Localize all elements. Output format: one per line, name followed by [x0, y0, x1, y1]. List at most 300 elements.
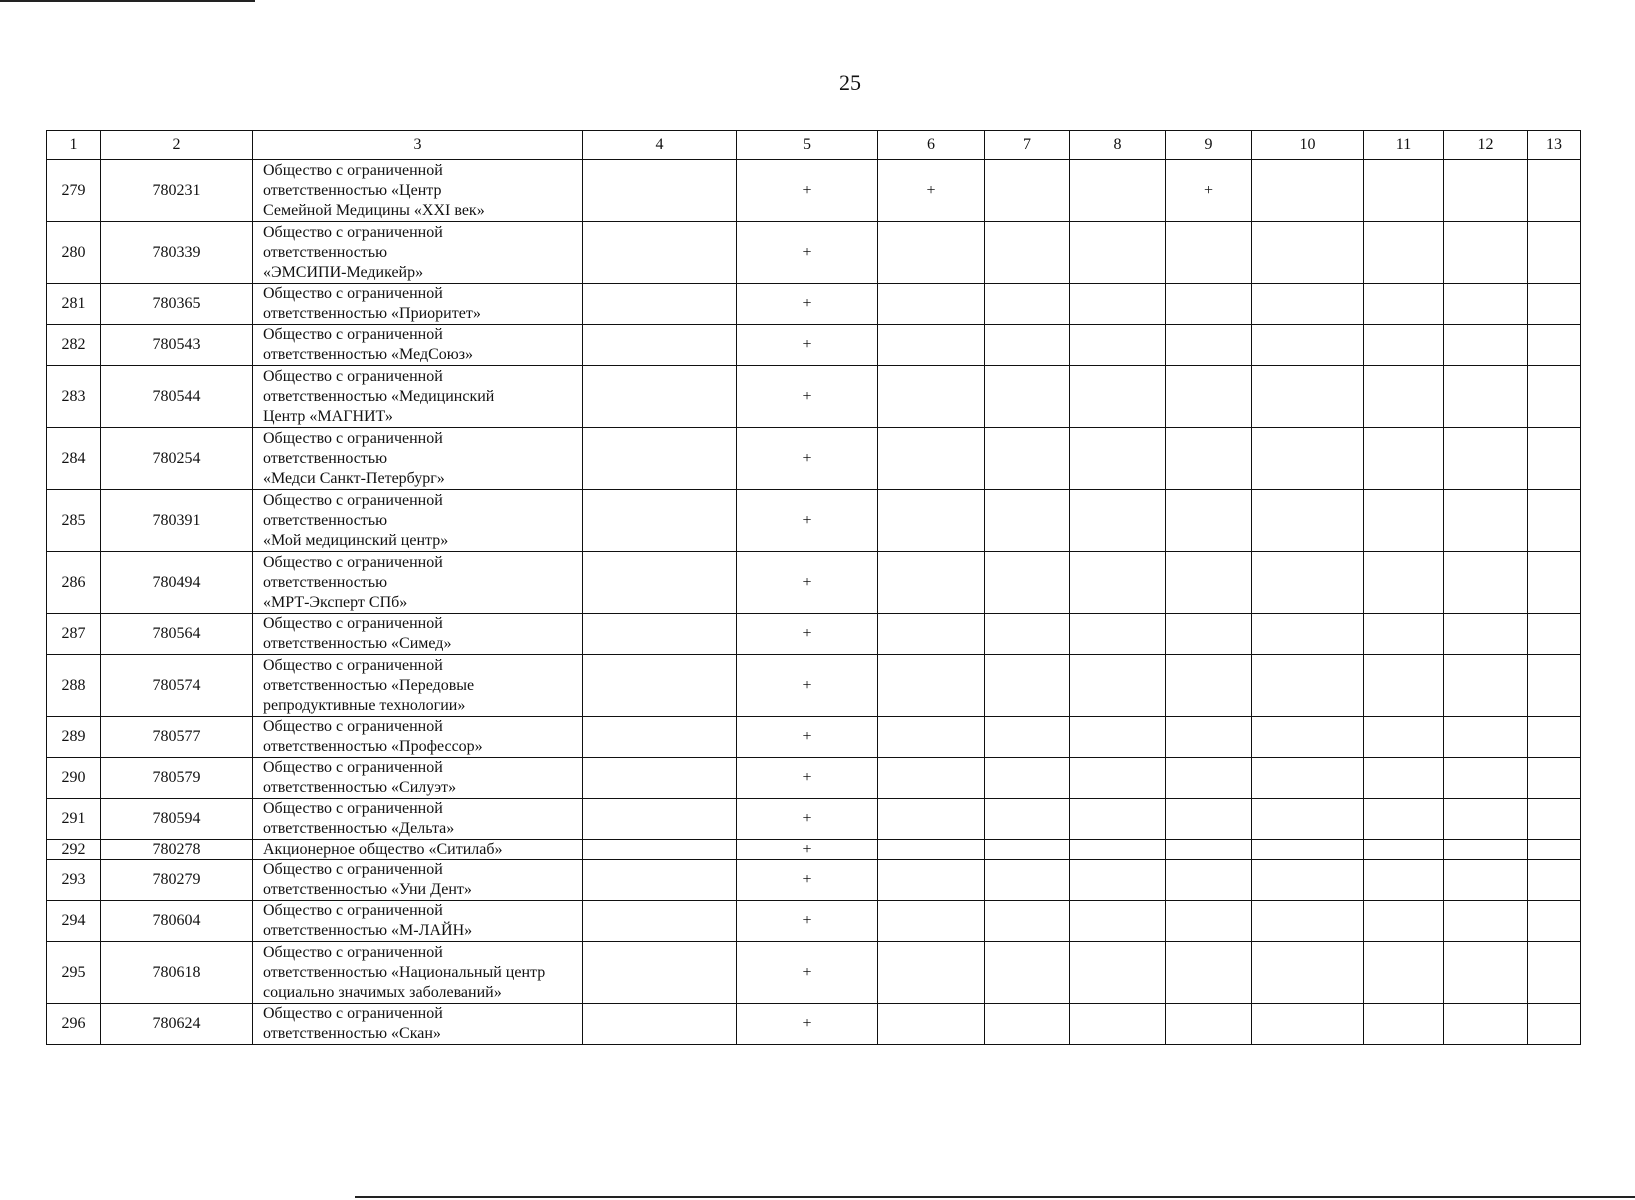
mark-cell-col-12	[1444, 1004, 1528, 1045]
mark-cell-col-9: +	[1166, 160, 1252, 222]
mark-cell-col-7	[985, 428, 1070, 490]
mark-cell-col-11	[1364, 222, 1444, 284]
mark-cell-col-5: +	[737, 901, 878, 942]
organization-name-line: «Медси Санкт-Петербург»	[263, 469, 445, 487]
organization-code: 780604	[101, 901, 253, 942]
table-row	[47, 284, 1581, 325]
mark-cell-col-9	[1166, 284, 1252, 325]
mark-cell-col-5: +	[737, 366, 878, 428]
mark-cell-col-12	[1444, 222, 1528, 284]
mark-cell-col-8	[1070, 942, 1166, 1004]
mark-cell-col-9	[1166, 942, 1252, 1004]
mark-cell-col-4	[583, 428, 737, 490]
mark-cell-col-4	[583, 552, 737, 614]
organization-name	[253, 655, 583, 717]
organization-name-line: Общество с ограниченной	[263, 656, 443, 674]
row-number: 281	[47, 284, 101, 325]
organization-name-line: Общество с ограниченной	[263, 759, 443, 776]
organization-name	[253, 366, 583, 428]
organization-code: 780594	[101, 799, 253, 840]
organization-name-line: Общество с ограниченной	[263, 429, 443, 447]
mark-cell-col-7	[985, 942, 1070, 1004]
mark-cell-col-7	[985, 490, 1070, 552]
organization-name-line: Семейной Медицины «XXI век»	[263, 201, 485, 219]
row-number: 295	[47, 942, 101, 1004]
mark-cell-col-6	[878, 901, 985, 942]
table-row	[47, 614, 1581, 655]
mark-cell-col-7	[985, 901, 1070, 942]
mark-cell-col-12	[1444, 942, 1528, 1004]
table-row	[47, 901, 1581, 942]
row-number: 286	[47, 552, 101, 614]
mark-cell-col-11	[1364, 614, 1444, 655]
mark-cell-col-7	[985, 860, 1070, 901]
mark-cell-col-11	[1364, 1004, 1444, 1045]
organization-name-line: Акционерное общество «Ситилаб»	[263, 840, 503, 858]
table-row	[47, 1004, 1581, 1045]
mark-cell-col-6: +	[878, 160, 985, 222]
mark-cell-col-8	[1070, 552, 1166, 614]
mark-cell-col-12	[1444, 428, 1528, 490]
organization-name-line: социально значимых заболеваний»	[263, 983, 502, 1001]
mark-cell-col-8	[1070, 840, 1166, 860]
mark-cell-col-13	[1528, 840, 1581, 860]
organization-name-line: Общество с ограниченной	[263, 943, 443, 961]
mark-cell-col-9	[1166, 222, 1252, 284]
organization-name-line: ответственностью	[263, 573, 388, 591]
column-header-5: 5	[737, 131, 878, 160]
table-row	[47, 840, 1581, 860]
mark-cell-col-10	[1252, 860, 1364, 901]
organization-name-line: Общество с ограниченной	[263, 718, 443, 735]
mark-cell-col-5: +	[737, 222, 878, 284]
mark-cell-col-13	[1528, 222, 1581, 284]
mark-cell-col-5: +	[737, 717, 878, 758]
mark-cell-col-10	[1252, 284, 1364, 325]
organization-name	[253, 901, 583, 942]
mark-cell-col-12	[1444, 284, 1528, 325]
mark-cell-col-10	[1252, 428, 1364, 490]
register-table	[46, 130, 1581, 1045]
mark-cell-col-13	[1528, 860, 1581, 901]
row-number: 289	[47, 717, 101, 758]
mark-cell-col-8	[1070, 1004, 1166, 1045]
organization-name-line: «ЭМСИПИ-Медикейр»	[263, 263, 424, 281]
mark-cell-col-9	[1166, 366, 1252, 428]
mark-cell-col-5: +	[737, 614, 878, 655]
mark-cell-col-13	[1528, 799, 1581, 840]
mark-cell-col-7	[985, 160, 1070, 222]
organization-code: 780579	[101, 758, 253, 799]
mark-cell-col-4	[583, 758, 737, 799]
column-header-1: 1	[47, 131, 101, 160]
table-body	[47, 160, 1581, 1045]
organization-name-line: репродуктивные технологии»	[263, 696, 466, 714]
mark-cell-col-7	[985, 1004, 1070, 1045]
row-number: 290	[47, 758, 101, 799]
mark-cell-col-9	[1166, 1004, 1252, 1045]
row-number: 283	[47, 366, 101, 428]
mark-cell-col-7	[985, 366, 1070, 428]
table-row	[47, 325, 1581, 366]
mark-cell-col-7	[985, 799, 1070, 840]
mark-cell-col-11	[1364, 490, 1444, 552]
mark-cell-col-4	[583, 614, 737, 655]
mark-cell-col-11	[1364, 284, 1444, 325]
organization-name-line: ответственностью «Передовые	[263, 676, 475, 694]
mark-cell-col-8	[1070, 799, 1166, 840]
mark-cell-col-10	[1252, 1004, 1364, 1045]
mark-cell-col-9	[1166, 614, 1252, 655]
mark-cell-col-5: +	[737, 799, 878, 840]
organization-name-line: ответственностью «Симед»	[263, 635, 452, 652]
mark-cell-col-9	[1166, 428, 1252, 490]
mark-cell-col-13	[1528, 614, 1581, 655]
mark-cell-col-4	[583, 366, 737, 428]
organization-name-line: ответственностью «Профессор»	[263, 738, 483, 755]
column-header-10: 10	[1252, 131, 1364, 160]
row-number: 291	[47, 799, 101, 840]
organization-name-line: ответственностью «Центр	[263, 181, 442, 199]
row-number: 285	[47, 490, 101, 552]
organization-name	[253, 799, 583, 840]
mark-cell-col-4	[583, 160, 737, 222]
column-header-7: 7	[985, 131, 1070, 160]
organization-name-line: Общество с ограниченной	[263, 326, 443, 343]
row-number: 288	[47, 655, 101, 717]
mark-cell-col-4	[583, 284, 737, 325]
mark-cell-col-9	[1166, 552, 1252, 614]
mark-cell-col-10	[1252, 160, 1364, 222]
organization-name	[253, 552, 583, 614]
organization-code: 780544	[101, 366, 253, 428]
organization-name-line: ответственностью «Скан»	[263, 1025, 441, 1042]
table-row	[47, 717, 1581, 758]
mark-cell-col-4	[583, 1004, 737, 1045]
mark-cell-col-13	[1528, 284, 1581, 325]
table-row	[47, 366, 1581, 428]
column-header-13: 13	[1528, 131, 1581, 160]
organization-name-line: Общество с ограниченной	[263, 223, 443, 241]
mark-cell-col-12	[1444, 490, 1528, 552]
organization-name	[253, 942, 583, 1004]
row-number: 293	[47, 860, 101, 901]
mark-cell-col-6	[878, 552, 985, 614]
mark-cell-col-8	[1070, 366, 1166, 428]
mark-cell-col-12	[1444, 655, 1528, 717]
organization-name	[253, 490, 583, 552]
mark-cell-col-4	[583, 860, 737, 901]
mark-cell-col-12	[1444, 552, 1528, 614]
mark-cell-col-6	[878, 840, 985, 860]
organization-name	[253, 717, 583, 758]
mark-cell-col-10	[1252, 799, 1364, 840]
mark-cell-col-6	[878, 490, 985, 552]
mark-cell-col-7	[985, 222, 1070, 284]
mark-cell-col-11	[1364, 758, 1444, 799]
mark-cell-col-6	[878, 366, 985, 428]
mark-cell-col-11	[1364, 366, 1444, 428]
mark-cell-col-10	[1252, 717, 1364, 758]
row-number: 296	[47, 1004, 101, 1045]
organization-code: 780543	[101, 325, 253, 366]
mark-cell-col-10	[1252, 840, 1364, 860]
header-row	[47, 131, 1581, 160]
organization-code: 780278	[101, 840, 253, 860]
organization-code: 780574	[101, 655, 253, 717]
table-row	[47, 799, 1581, 840]
mark-cell-col-5: +	[737, 490, 878, 552]
table-row	[47, 860, 1581, 901]
organization-name-line: «МРТ-Эксперт СПб»	[263, 593, 408, 611]
column-header-3: 3	[253, 131, 583, 160]
mark-cell-col-11	[1364, 717, 1444, 758]
mark-cell-col-5: +	[737, 325, 878, 366]
column-header-11: 11	[1364, 131, 1444, 160]
table-row	[47, 758, 1581, 799]
organization-name	[253, 860, 583, 901]
mark-cell-col-6	[878, 799, 985, 840]
row-number: 279	[47, 160, 101, 222]
mark-cell-col-8	[1070, 901, 1166, 942]
mark-cell-col-6	[878, 717, 985, 758]
mark-cell-col-13	[1528, 490, 1581, 552]
mark-cell-col-4	[583, 222, 737, 284]
mark-cell-col-9	[1166, 490, 1252, 552]
organization-code: 780577	[101, 717, 253, 758]
mark-cell-col-4	[583, 717, 737, 758]
mark-cell-col-9	[1166, 717, 1252, 758]
mark-cell-col-6	[878, 655, 985, 717]
mark-cell-col-5: +	[737, 758, 878, 799]
mark-cell-col-7	[985, 614, 1070, 655]
mark-cell-col-5: +	[737, 284, 878, 325]
organization-code: 780231	[101, 160, 253, 222]
mark-cell-col-13	[1528, 325, 1581, 366]
mark-cell-col-4	[583, 901, 737, 942]
mark-cell-col-11	[1364, 799, 1444, 840]
organization-name-line: Общество с ограниченной	[263, 367, 443, 385]
organization-name-line: Общество с ограниченной	[263, 1005, 443, 1022]
organization-code: 780618	[101, 942, 253, 1004]
mark-cell-col-5: +	[737, 860, 878, 901]
mark-cell-col-5: +	[737, 1004, 878, 1045]
organization-name-line: Общество с ограниченной	[263, 553, 443, 571]
mark-cell-col-11	[1364, 655, 1444, 717]
mark-cell-col-9	[1166, 655, 1252, 717]
column-header-8: 8	[1070, 131, 1166, 160]
mark-cell-col-5: +	[737, 942, 878, 1004]
mark-cell-col-8	[1070, 284, 1166, 325]
mark-cell-col-5: +	[737, 655, 878, 717]
table-row	[47, 552, 1581, 614]
mark-cell-col-5: +	[737, 840, 878, 860]
page-number: 25	[839, 70, 861, 95]
mark-cell-col-10	[1252, 366, 1364, 428]
organization-name-line: ответственностью	[263, 511, 388, 529]
organization-name	[253, 222, 583, 284]
mark-cell-col-6	[878, 860, 985, 901]
mark-cell-col-12	[1444, 860, 1528, 901]
mark-cell-col-12	[1444, 901, 1528, 942]
organization-name	[253, 325, 583, 366]
column-header-9: 9	[1166, 131, 1252, 160]
organization-name	[253, 614, 583, 655]
mark-cell-col-10	[1252, 901, 1364, 942]
mark-cell-col-4	[583, 799, 737, 840]
mark-cell-col-9	[1166, 860, 1252, 901]
mark-cell-col-10	[1252, 552, 1364, 614]
table-row	[47, 222, 1581, 284]
scan-edge-bottom	[355, 1196, 1635, 1198]
mark-cell-col-7	[985, 552, 1070, 614]
organization-code: 780279	[101, 860, 253, 901]
mark-cell-col-13	[1528, 1004, 1581, 1045]
organization-name	[253, 758, 583, 799]
mark-cell-col-8	[1070, 325, 1166, 366]
mark-cell-col-5: +	[737, 428, 878, 490]
scan-edge-top	[0, 0, 255, 2]
organization-name	[253, 160, 583, 222]
mark-cell-col-12	[1444, 840, 1528, 860]
mark-cell-col-6	[878, 1004, 985, 1045]
mark-cell-col-12	[1444, 758, 1528, 799]
mark-cell-col-10	[1252, 325, 1364, 366]
organization-name-line: Общество с ограниченной	[263, 902, 443, 919]
mark-cell-col-8	[1070, 717, 1166, 758]
table-row	[47, 428, 1581, 490]
row-number: 280	[47, 222, 101, 284]
organization-name	[253, 1004, 583, 1045]
mark-cell-col-5: +	[737, 160, 878, 222]
mark-cell-col-12	[1444, 717, 1528, 758]
mark-cell-col-4	[583, 655, 737, 717]
mark-cell-col-7	[985, 655, 1070, 717]
mark-cell-col-10	[1252, 655, 1364, 717]
mark-cell-col-12	[1444, 799, 1528, 840]
mark-cell-col-7	[985, 758, 1070, 799]
organization-name-line: Общество с ограниченной	[263, 161, 443, 179]
mark-cell-col-11	[1364, 552, 1444, 614]
organization-name-line: Общество с ограниченной	[263, 491, 443, 509]
mark-cell-col-8	[1070, 160, 1166, 222]
mark-cell-col-12	[1444, 366, 1528, 428]
mark-cell-col-8	[1070, 860, 1166, 901]
mark-cell-col-7	[985, 325, 1070, 366]
mark-cell-col-8	[1070, 222, 1166, 284]
mark-cell-col-10	[1252, 490, 1364, 552]
organization-name-line: Общество с ограниченной	[263, 285, 443, 302]
row-number: 294	[47, 901, 101, 942]
column-header-12: 12	[1444, 131, 1528, 160]
mark-cell-col-13	[1528, 655, 1581, 717]
mark-cell-col-6	[878, 758, 985, 799]
mark-cell-col-13	[1528, 160, 1581, 222]
mark-cell-col-9	[1166, 840, 1252, 860]
mark-cell-col-13	[1528, 901, 1581, 942]
organization-code: 780624	[101, 1004, 253, 1045]
organization-code: 780564	[101, 614, 253, 655]
organization-name-line: Общество с ограниченной	[263, 800, 443, 817]
mark-cell-col-6	[878, 942, 985, 1004]
organization-name-line: ответственностью «Национальный центр	[263, 963, 546, 981]
mark-cell-col-8	[1070, 655, 1166, 717]
organization-name-line: ответственностью	[263, 243, 388, 261]
mark-cell-col-8	[1070, 758, 1166, 799]
mark-cell-col-6	[878, 428, 985, 490]
mark-cell-col-4	[583, 490, 737, 552]
organization-name-line: ответственностью «Уни Дент»	[263, 881, 472, 898]
mark-cell-col-4	[583, 325, 737, 366]
table-row	[47, 655, 1581, 717]
mark-cell-col-9	[1166, 758, 1252, 799]
organization-name-line: ответственностью «Силуэт»	[263, 779, 457, 796]
mark-cell-col-12	[1444, 614, 1528, 655]
mark-cell-col-6	[878, 325, 985, 366]
mark-cell-col-4	[583, 942, 737, 1004]
organization-name-line: ответственностью «МедСоюз»	[263, 346, 474, 363]
table-row	[47, 490, 1581, 552]
organization-code: 780365	[101, 284, 253, 325]
mark-cell-col-13	[1528, 366, 1581, 428]
mark-cell-col-12	[1444, 160, 1528, 222]
organization-name-line: ответственностью «Приоритет»	[263, 305, 481, 322]
mark-cell-col-7	[985, 717, 1070, 758]
organization-code: 780391	[101, 490, 253, 552]
column-header-6: 6	[878, 131, 985, 160]
organization-name	[253, 428, 583, 490]
mark-cell-col-13	[1528, 552, 1581, 614]
mark-cell-col-6	[878, 284, 985, 325]
mark-cell-col-8	[1070, 614, 1166, 655]
organization-name-line: ответственностью «М-ЛАЙН»	[263, 922, 473, 939]
mark-cell-col-13	[1528, 758, 1581, 799]
mark-cell-col-6	[878, 614, 985, 655]
organization-name-line: ответственностью «Медицинский	[263, 387, 495, 405]
mark-cell-col-9	[1166, 799, 1252, 840]
mark-cell-col-7	[985, 284, 1070, 325]
mark-cell-col-11	[1364, 160, 1444, 222]
mark-cell-col-10	[1252, 222, 1364, 284]
organization-name	[253, 840, 583, 860]
mark-cell-col-11	[1364, 428, 1444, 490]
organization-name	[253, 284, 583, 325]
mark-cell-col-11	[1364, 840, 1444, 860]
mark-cell-col-13	[1528, 942, 1581, 1004]
row-number: 284	[47, 428, 101, 490]
mark-cell-col-13	[1528, 717, 1581, 758]
mark-cell-col-11	[1364, 860, 1444, 901]
mark-cell-col-4	[583, 840, 737, 860]
mark-cell-col-11	[1364, 942, 1444, 1004]
mark-cell-col-8	[1070, 428, 1166, 490]
organization-name-line: Общество с ограниченной	[263, 861, 443, 878]
table-row	[47, 160, 1581, 222]
mark-cell-col-10	[1252, 614, 1364, 655]
organization-name-line: Общество с ограниченной	[263, 615, 443, 632]
organization-code: 780494	[101, 552, 253, 614]
row-number: 282	[47, 325, 101, 366]
mark-cell-col-8	[1070, 490, 1166, 552]
mark-cell-col-12	[1444, 325, 1528, 366]
organization-name-line: «Мой медицинский центр»	[263, 531, 449, 549]
mark-cell-col-11	[1364, 901, 1444, 942]
column-header-2: 2	[101, 131, 253, 160]
row-number: 292	[47, 840, 101, 860]
mark-cell-col-9	[1166, 901, 1252, 942]
mark-cell-col-6	[878, 222, 985, 284]
organization-name-line: Центр «МАГНИТ»	[263, 407, 393, 425]
